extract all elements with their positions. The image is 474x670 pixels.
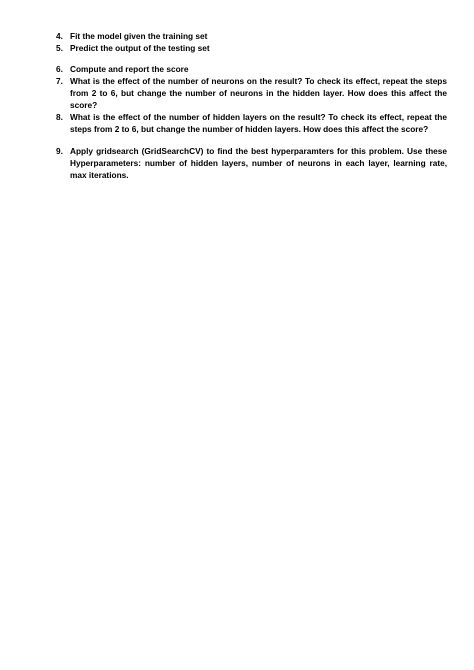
list-item-number: 4. [56,31,63,41]
list-item-number: 8. [56,112,63,122]
list-item [56,42,447,54]
list-item-number: 7. [56,76,63,86]
list-item [56,30,447,42]
list-item [56,75,447,111]
list-item [56,111,447,135]
list-item [56,63,447,75]
list-item-text: Predict the output of the testing set [70,43,210,53]
list-item-text: Fit the model given the training set [70,31,208,41]
list-item-number: 6. [56,64,63,74]
list-item-text: Compute and report the score [70,64,189,74]
list-item-text: Apply gridsearch (GridSearchCV) to find the best hyperparamters for this problem. Use these Hyperparameters: number of hidden layers, number of neurons in each layer, learning rate, max iterations. [70,146,447,180]
list-item-text: What is the effect of the number of neurons on the result? To check its effect, repeat the steps from 2 to 6, but change the number of neurons in the hidden layer. How does this affect the score? [70,76,447,110]
numbered-list [56,30,447,181]
list-item-text: What is the effect of the number of hidden layers on the result? To check its effect, repeat the steps from 2 to 6, but change the number of hidden layers. How does this affect the score? [70,112,447,134]
list-item-number: 5. [56,43,63,53]
list-item [56,145,447,181]
list-item-number: 9. [56,146,63,156]
